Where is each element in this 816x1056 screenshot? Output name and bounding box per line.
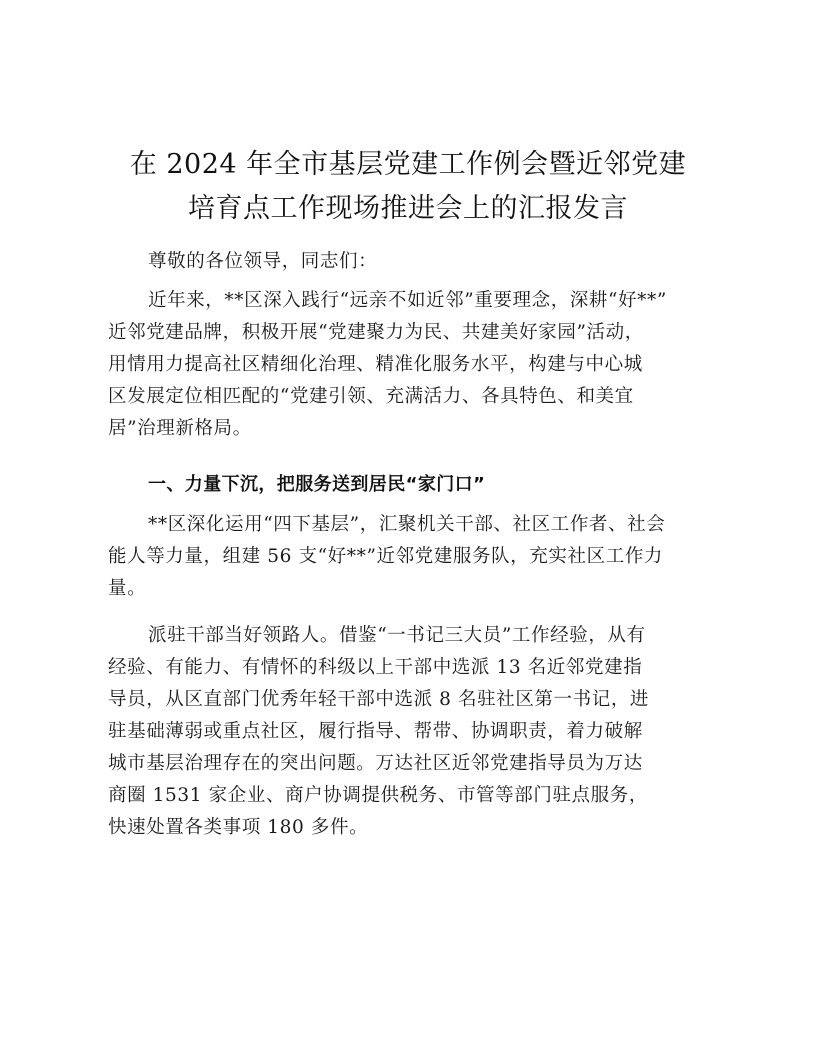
document-title [100,143,716,231]
paragraph-line: **区深化运用“四下基层”，汇聚机关干部、社区工作者、社会 [148,514,666,535]
paragraph-intro [108,285,720,445]
salutation: 尊敬的各位领导，同志们： [148,251,378,272]
paragraph-line: 量。 [108,578,147,599]
paragraph-line: 快速处置各类事项 180 多件。 [108,817,369,838]
paragraph-line: 派驻干部当好领路人。借鉴“一书记三大员”工作经验，从有 [148,625,646,646]
paragraph-line: 近年来，**区深入践行“远亲不如近邻”重要理念，深耕“好**” [148,290,667,311]
salutation-block [108,246,720,278]
paragraph-section-1 [108,509,720,605]
title-line-2: 培育点工作现场推进会上的汇报发言 [188,193,628,224]
paragraph-line: 城市基层治理存在的突出问题。万达社区近邻党建指导员为万达 [108,753,643,774]
paragraph-line: 经验、有能力、有情怀的科级以上干部中选派 13 名近邻党建指 [108,657,643,678]
paragraph-line: 用情用力提高社区精细化治理、精准化服务水平，构建与中心城 [108,354,643,375]
paragraph-line: 导员，从区直部门优秀年轻干部中选派 8 名驻社区第一书记，进 [108,689,650,710]
paragraph-line: 近邻党建品牌，积极开展“党建聚力为民、共建美好家园”活动， [108,322,644,343]
section-heading-block [108,469,720,501]
section-heading-1: 一、力量下沉，把服务送到居民“家门口” [148,474,486,495]
paragraph-line: 区发展定位相匹配的“党建引领、充满活力、各具特色、和美宜 [108,386,634,407]
paragraph-line: 驻基础薄弱或重点社区，履行指导、帮带、协调职责，着力破解 [108,721,643,742]
paragraph-line: 居”治理新格局。 [108,418,252,439]
paragraph-line: 能人等力量，组建 56 支“好**”近邻党建服务队，充实社区工作力 [108,546,664,567]
paragraph-line: 商圈 1531 家企业、商户协调提供税务、市管等部门驻点服务， [108,785,648,806]
title-line-1: 在 2024 年全市基层党建工作例会暨近邻党建 [129,149,687,180]
paragraph-cadres [108,620,720,844]
